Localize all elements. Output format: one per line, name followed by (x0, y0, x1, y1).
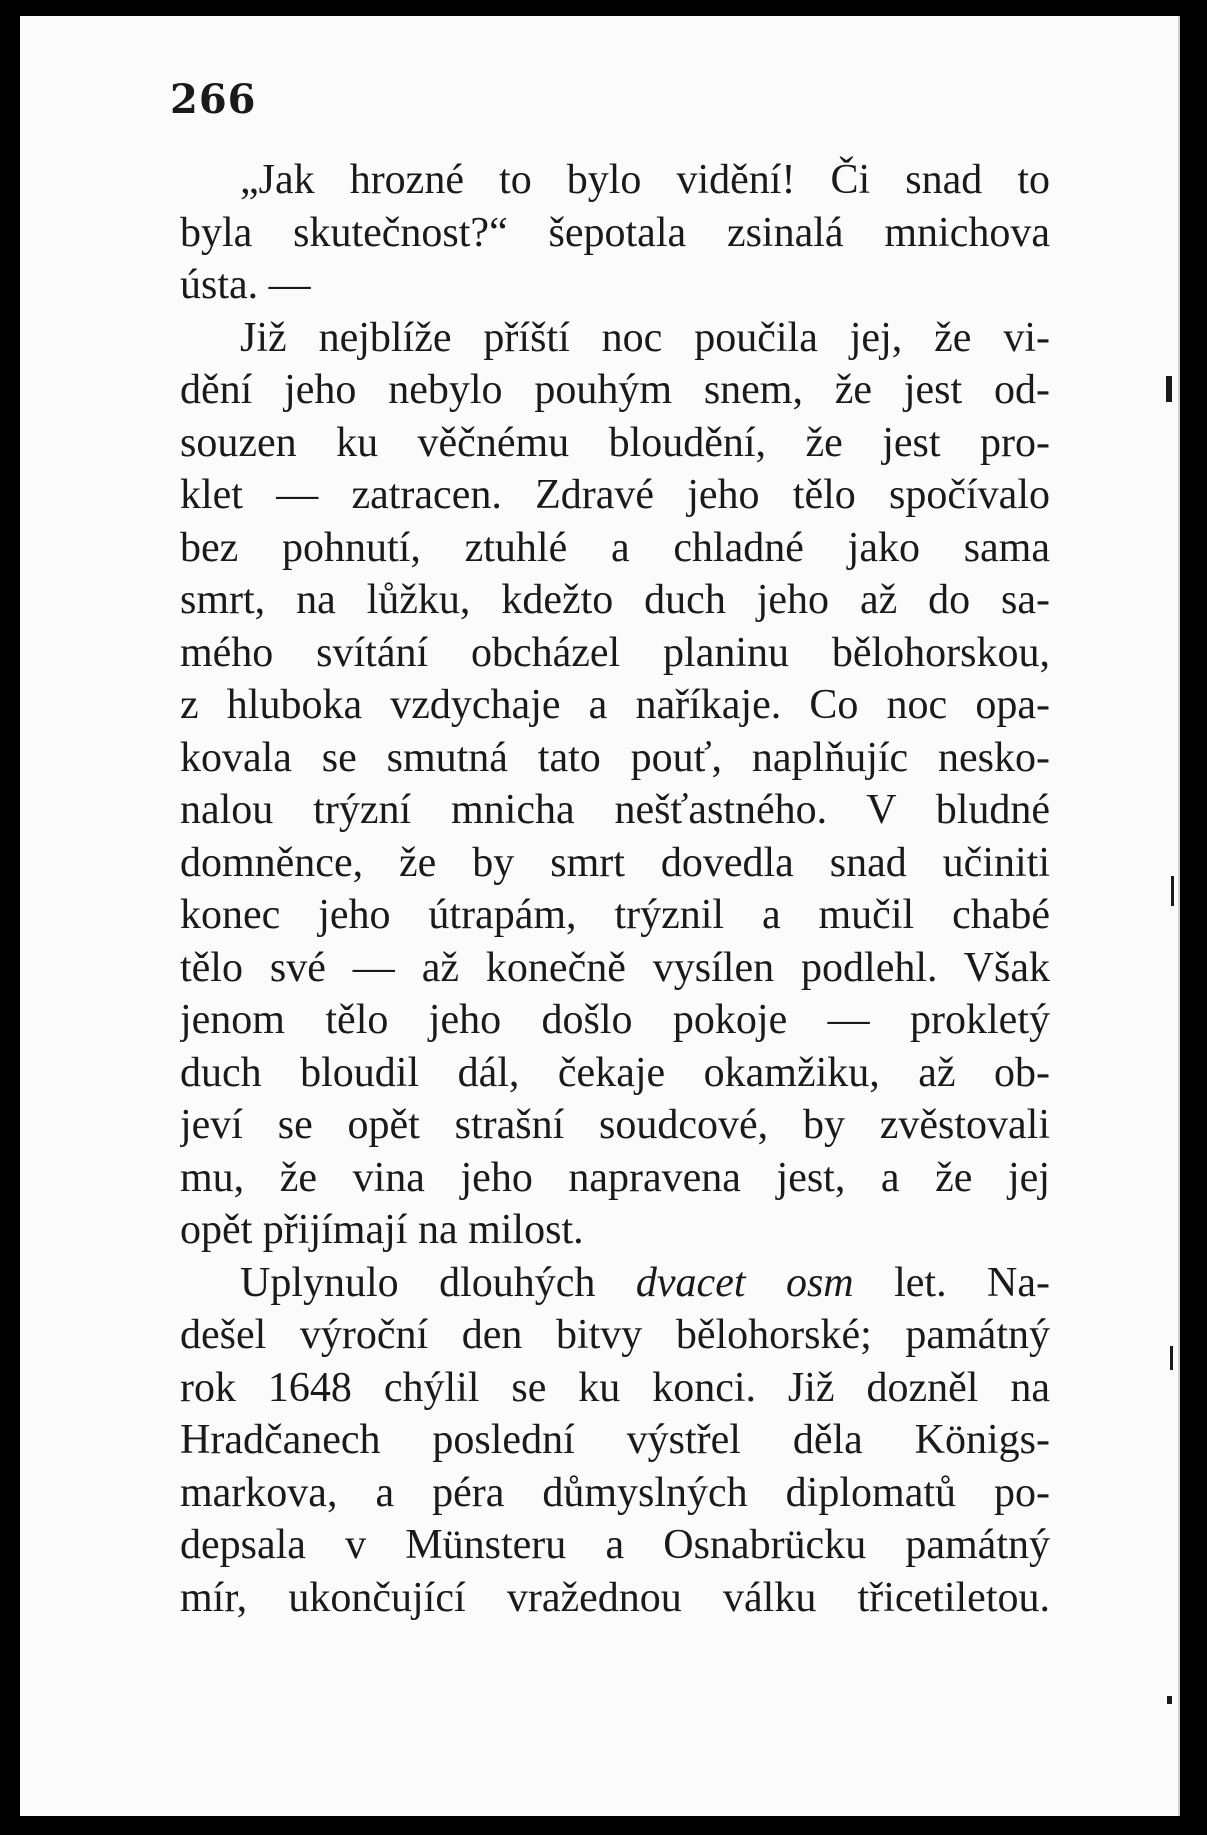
text-line: kovala se smutná tato pouť, naplňujíc nesko- (180, 734, 1050, 781)
text-line: domněnce, že by smrt dovedla snad učiniti (180, 839, 1050, 886)
text-line (180, 1257, 1050, 1310)
text-line: mu, že vina jeho napravena jest, a že jej (180, 1154, 1050, 1201)
text-line: ústa. — (180, 262, 311, 308)
page-number: 266 (170, 76, 257, 123)
emphasized-text: dvacet osm (635, 1259, 854, 1306)
paragraph-2 (180, 312, 1050, 1257)
text-line: markova, a péra důmyslných diplomatů po- (180, 1469, 1050, 1516)
text-line: dění jeho nebylo pouhým snem, že jest od- (180, 367, 1050, 413)
scan-edge-mark (1167, 1696, 1172, 1704)
scan-edge-mark (1171, 876, 1174, 906)
body-text (180, 154, 1050, 1624)
text-line: dešel výroční den bitvy bělohorské; památný (180, 1312, 1050, 1358)
text-line: rok 1648 chýlil se ku konci. Již dozněl na (180, 1364, 1050, 1411)
text-line: z hluboka vzdychaje a naříkaje. Co noc opa- (180, 682, 1050, 728)
text-run: let. Na- (853, 1259, 1050, 1306)
scan-edge-mark (1170, 1346, 1173, 1370)
text-line: jeví se opět strašní soudcové, by zvěstovali (180, 1102, 1050, 1148)
text-line: bez pohnutí, ztuhlé a chladné jako sama (180, 524, 1050, 571)
scan-edge-mark (1166, 376, 1172, 402)
text-line: nalou trýzní mnicha nešťastného. V bludné (180, 787, 1050, 833)
text-line: „Jak hrozné to bylo vidění! Či snad to (240, 157, 1050, 203)
text-line: depsala v Münsteru a Osnabrücku památný (180, 1522, 1050, 1568)
text-line: konec jeho útrapám, trýznil a mučil chabé (180, 892, 1050, 938)
book-page (20, 16, 1180, 1816)
text-line: Již nejblíže příští noc poučila jej, že vi- (240, 314, 1050, 361)
text-line: mého svítání obcházel planinu bělohorskou, (180, 629, 1050, 676)
text-line: opět přijímají na milost. (180, 1207, 584, 1253)
text-line: souzen ku věčnému bloudění, že jest pro- (180, 419, 1050, 466)
text-line: Hradčanech poslední výstřel děla Königs- (180, 1417, 1050, 1463)
text-line: duch bloudil dál, čekaje okamžiku, až ob- (180, 1049, 1050, 1096)
text-run: Uplynulo dlouhých (240, 1259, 636, 1306)
text-line: mír, ukončující vražednou válku třicetiletou. (180, 1574, 1050, 1621)
text-line: tělo své — až konečně vysílen podlehl. Však (180, 944, 1050, 991)
text-line: jenom tělo jeho došlo pokoje — prokletý (180, 997, 1050, 1043)
paragraph-1 (180, 154, 1050, 312)
text-line: byla skutečnost?“ šepotala zsinalá mnichova (180, 209, 1050, 256)
paragraph-3 (180, 1257, 1050, 1625)
text-line: smrt, na lůžku, kdežto duch jeho až do sa- (180, 577, 1050, 623)
text-line: klet — zatracen. Zdravé jeho tělo spočívalo (180, 472, 1050, 518)
